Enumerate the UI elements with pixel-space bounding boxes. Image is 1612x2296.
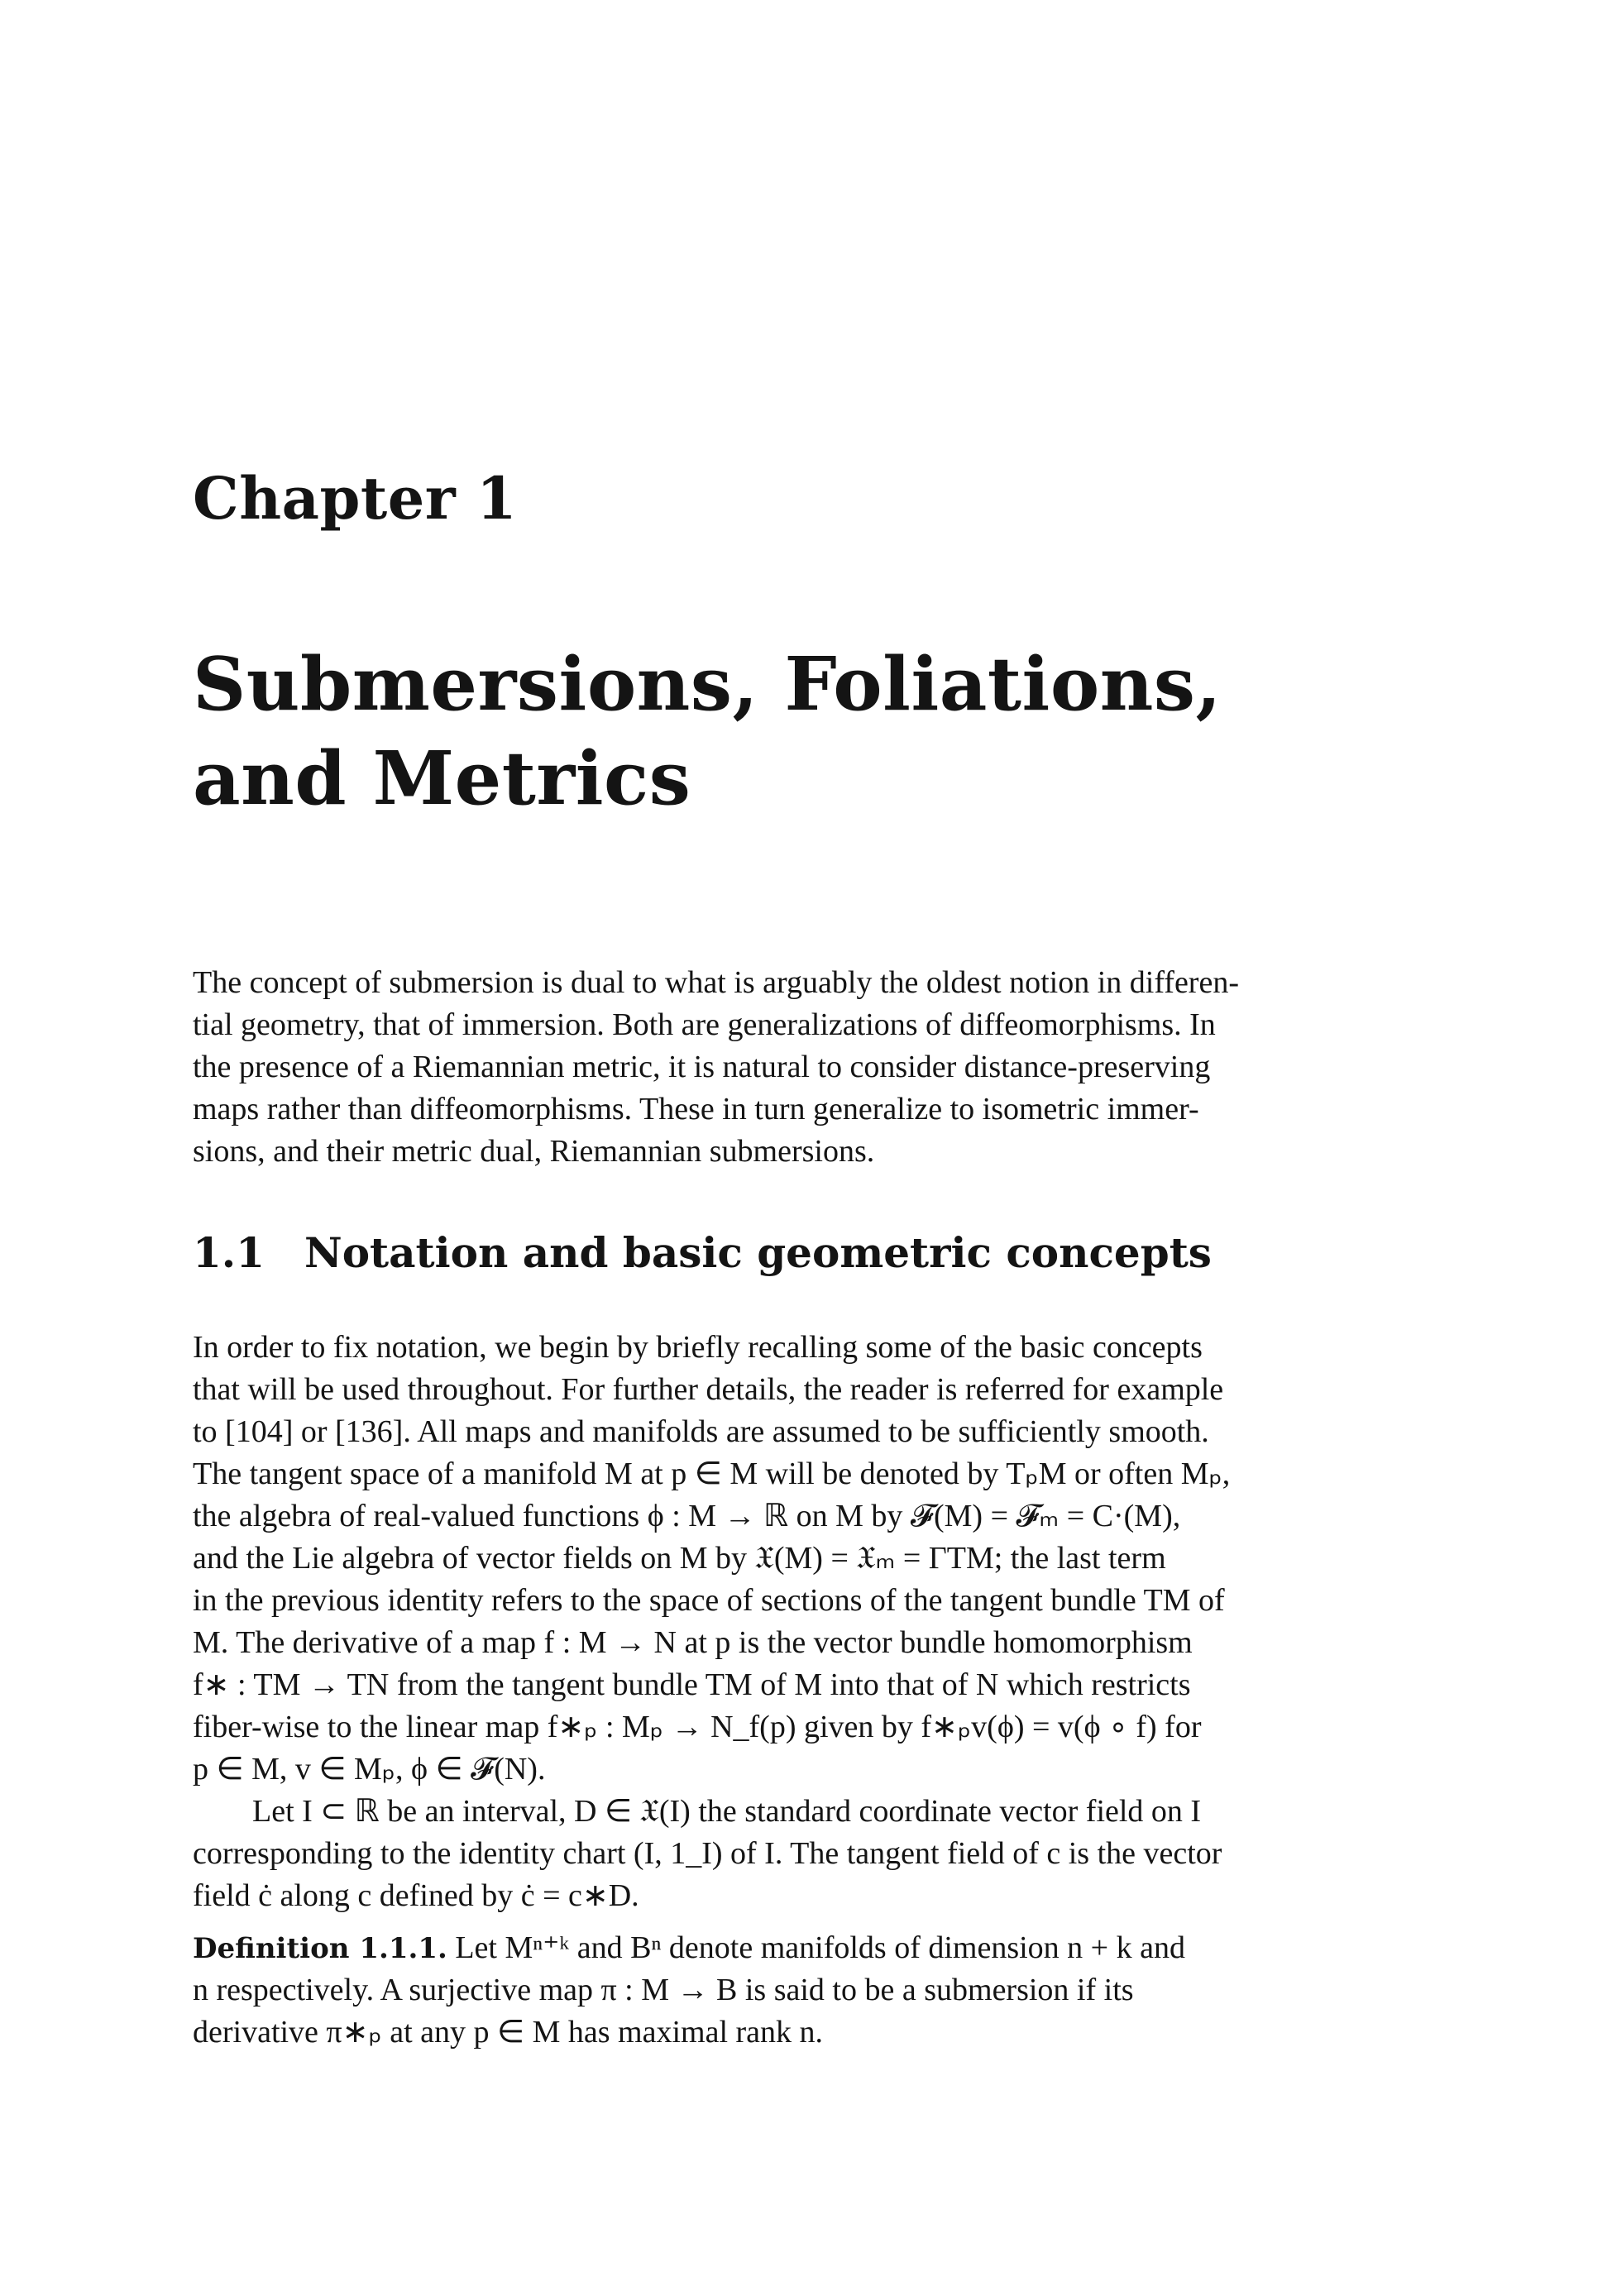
text-line: to [104] or [136]. All maps and manifolds are assumed to be sufficiently smooth. [193, 1414, 1209, 1449]
text-line: p ∈ M, v ∈ Mₚ, ϕ ∈ 𝓕(N). [193, 1752, 546, 1787]
text-line: In order to fix notation, we begin by briefly recalling some of the basic concepts [193, 1330, 1203, 1365]
text-line: and the Lie algebra of vector fields on M by 𝔛(M) = 𝔛ₘ = ΓTM; the last term [193, 1541, 1166, 1576]
definition-text: Let Mⁿ⁺ᵏ and Bⁿ denote manifolds of dimension n + k and [455, 1930, 1185, 1965]
text-line: field ċ along c defined by ċ = c∗D. [193, 1878, 639, 1913]
text-line: The tangent space of a manifold M at p ∈ M will be denoted by TₚM or often Mₚ, [193, 1457, 1231, 1491]
chapter-title-line: Submersions, Foliations, [193, 640, 1222, 727]
intro-paragraph [193, 962, 1417, 1173]
text-line: the algebra of real-valued functions ϕ : M → ℝ on M by 𝓕(M) = 𝓕ₘ = C·(M), [193, 1499, 1181, 1533]
section-heading [193, 1228, 1212, 1277]
chapter-title-line: and Metrics [193, 734, 691, 821]
text-line: the presence of a Riemannian metric, it is natural to consider distance-preserving [193, 1050, 1211, 1084]
definition-label: Definition 1.1.1. [193, 1932, 447, 1965]
text-line: tial geometry, that of immersion. Both are generalizations of diffeomorphisms. In [193, 1007, 1216, 1042]
text-line: derivative π∗ₚ at any p ∈ M has maximal rank n. [193, 2015, 824, 2050]
text-line: n respectively. A surjective map π : M → B is said to be a submersion if its [193, 1973, 1134, 2007]
text-line: f∗ : TM → TN from the tangent bundle TM of M into that of N which restricts [193, 1667, 1191, 1702]
chapter-title [193, 637, 1433, 825]
text-line: Let I ⊂ ℝ be an interval, D ∈ 𝔛(I) the standard coordinate vector field on I [252, 1794, 1202, 1829]
text-line: sions, and their metric dual, Riemannian submersions. [193, 1134, 875, 1169]
text-line: The concept of submersion is dual to what is arguably the oldest notion in differen- [193, 965, 1239, 1000]
text-line: corresponding to the identity chart (I, 1_I) of I. The tangent field of c is the vector [193, 1836, 1222, 1871]
text-line: that will be used throughout. For further details, the reader is referred for example [193, 1372, 1224, 1407]
notation-paragraph [193, 1327, 1417, 1917]
section-title: Notation and basic geometric concepts [304, 1228, 1212, 1277]
section-number: 1.1 [193, 1228, 265, 1277]
text-line: in the previous identity refers to the space of sections of the tangent bundle TM of [193, 1583, 1225, 1618]
chapter-label: Chapter 1 [193, 464, 518, 533]
text-line: M. The derivative of a map f : M → N at p is the vector bundle homomorphism [193, 1625, 1193, 1660]
text-line: fiber-wise to the linear map f∗ₚ : Mₚ → N_f(p) given by f∗ₚv(ϕ) = v(ϕ ∘ f) for [193, 1710, 1202, 1744]
definition-first-line [193, 1927, 1417, 1969]
text-line: maps rather than diffeomorphisms. These in turn generalize to isometric immer- [193, 1092, 1199, 1126]
definition-block [193, 1927, 1417, 2054]
